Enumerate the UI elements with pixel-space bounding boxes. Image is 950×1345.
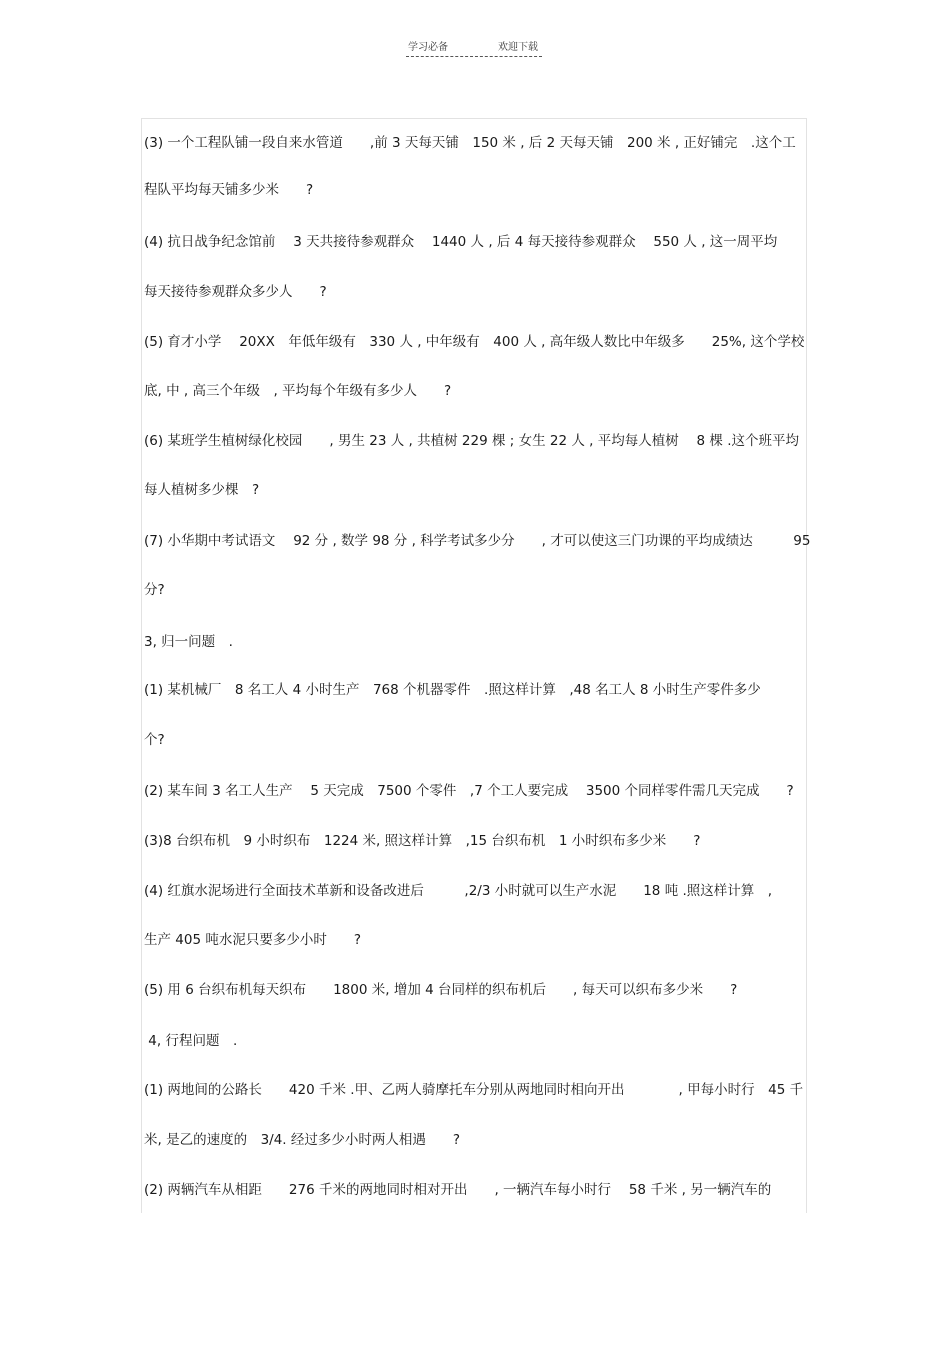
section-heading: 3, 归一问题 . xyxy=(144,634,233,650)
page-header xyxy=(406,38,542,57)
text-line: (6) 某班学生植树绿化校园 , 男生 23 人 , 共植树 229 棵 ; 女生 22 人 , 平均每人植树 8 棵 .这个班平均 xyxy=(144,433,799,449)
text-line: 分? xyxy=(144,582,165,598)
text-line: 程队平均每天铺多少米 ? xyxy=(144,182,314,198)
text-line: (1) 某机械厂 8 名工人 4 小时生产 768 个机器零件 .照这样计算 ,48 名工人 8 小时生产零件多少 xyxy=(144,682,761,698)
text-line: (7) 小华期中考试语文 92 分 , 数学 98 分 , 科学考试多少分 , 才可以使这三门功课的平均成绩达 95 xyxy=(144,533,811,549)
text-line: (5) 育才小学 20XX 年低年级有 330 人 , 中年级有 400 人 , 高年级人数比中年级多 25%, 这个学校 xyxy=(144,334,805,350)
text-line: 米, 是乙的速度的 3/4. 经过多少小时两人相遇 ? xyxy=(144,1132,461,1148)
text-line: 每天接待参观群众多少人 ? xyxy=(144,284,327,300)
text-line: (2) 某车间 3 名工人生产 5 天完成 7500 个零件 ,7 个工人要完成 3500 个同样零件需几天完成 ? xyxy=(144,783,794,799)
header-right-text: 欢迎下载 xyxy=(498,42,538,53)
text-line: (3) 一个工程队铺一段自来水管道 ,前 3 天每天铺 150 米 , 后 2 天每天铺 200 米 , 正好铺完 .这个工 xyxy=(144,135,796,151)
header-left-text: 学习必备 xyxy=(408,42,448,53)
text-line: (4) 红旗水泥场进行全面技术革新和设备改进后 ,2/3 小时就可以生产水泥 18 吨 .照这样计算 , xyxy=(144,883,773,899)
text-line: 每人植树多少棵 ? xyxy=(144,482,260,498)
text-line: 生产 405 吨水泥只要多少小时 ? xyxy=(144,932,362,948)
text-line: (4) 抗日战争纪念馆前 3 天共接待参观群众 1440 人 , 后 4 每天接待参观群众 550 人 , 这一周平均 xyxy=(144,234,778,250)
section-heading: 4, 行程问题 . xyxy=(144,1033,238,1049)
text-line: (3)8 台织布机 9 小时织布 1224 米, 照这样计算 ,15 台织布机 1 小时织布多少米 ? xyxy=(144,833,701,849)
text-line: (1) 两地间的公路长 420 千米 .甲、乙两人骑摩托车分别从两地同时相向开出 , 甲每小时行 45 千 xyxy=(144,1082,804,1098)
text-line: 个? xyxy=(144,732,165,748)
text-line: (5) 用 6 台织布机每天织布 1800 米, 增加 4 台同样的织布机后 , 每天可以织布多少米 ? xyxy=(144,982,738,998)
text-line: 底, 中 , 高三个年级 , 平均每个年级有多少人 ? xyxy=(144,383,452,399)
text-line: (2) 两辆汽车从相距 276 千米的两地同时相对开出 , 一辆汽车每小时行 58 千米 , 另一辆汽车的 xyxy=(144,1182,772,1198)
